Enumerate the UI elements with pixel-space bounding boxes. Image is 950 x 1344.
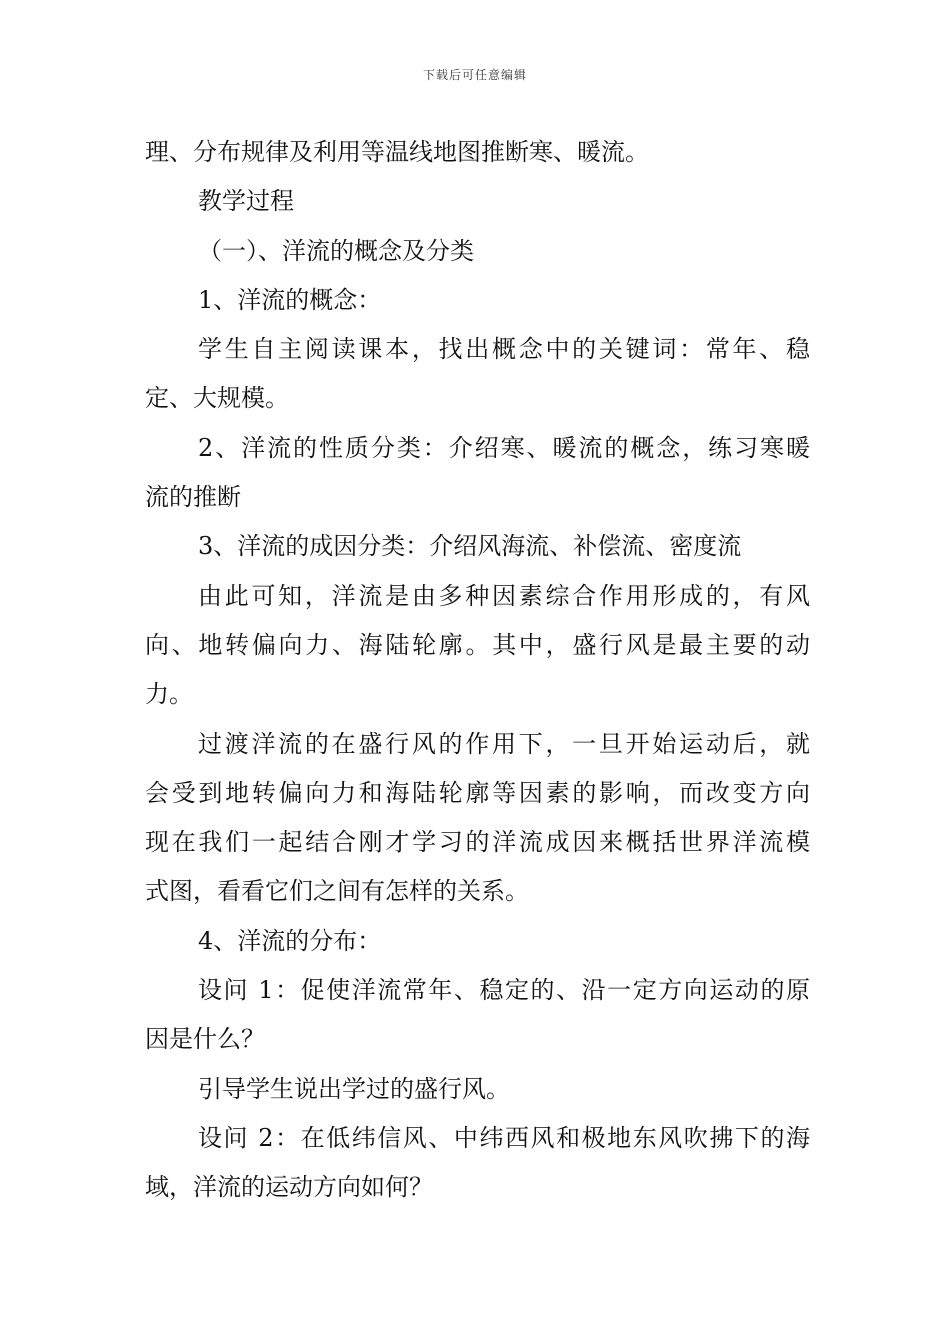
- text-line: 理、分布规律及利用等温线地图推断寒、暖流。: [145, 138, 649, 166]
- paragraph-line: 向、地转偏向力、海陆轮廓。其中，盛行风是最主要的动: [145, 630, 810, 659]
- paragraph-line: 3、洋流的成因分类：介绍风海流、补偿流、密度流: [198, 532, 742, 561]
- paragraph-line: 会受到地转偏向力和海陆轮廓等因素的影响，而改变方向: [145, 778, 810, 807]
- paragraph-line: 引导学生说出学过的盛行风。: [198, 1074, 510, 1103]
- paragraph-line: 设问 2：在低纬信风、中纬西风和极地东风吹拂下的海: [198, 1123, 810, 1152]
- paragraph-line: 流的推断: [145, 483, 241, 512]
- item-heading: 4、洋流的分布：: [198, 926, 382, 955]
- subsection-heading: （一）、洋流的概念及分类: [198, 236, 474, 265]
- document-body: [145, 128, 810, 1213]
- section-heading: 教学过程: [198, 187, 294, 216]
- paragraph-line: 力。: [145, 680, 193, 709]
- item-heading: 1、洋流的概念：: [198, 285, 382, 314]
- page-header: 下载后可任意编辑: [422, 68, 527, 82]
- paragraph-line: 设问 1：促使洋流常年、稳定的、沿一定方向运动的原: [198, 976, 810, 1005]
- paragraph-line: 过渡洋流的在盛行风的作用下，一旦开始运动后，就: [198, 729, 810, 758]
- paragraph-line: 域，洋流的运动方向如何？: [145, 1173, 433, 1202]
- paragraph-line: 式图，看看它们之间有怎样的关系。: [145, 877, 529, 906]
- paragraph-line: 由此可知，洋流是由多种因素综合作用形成的，有风: [198, 581, 810, 610]
- paragraph-line: 学生自主阅读课本，找出概念中的关键词：常年、稳: [198, 335, 810, 364]
- paragraph-line: 因是什么？: [145, 1025, 265, 1054]
- paragraph-line: 2、洋流的性质分类：介绍寒、暖流的概念，练习寒暖: [198, 433, 810, 462]
- paragraph-line: 定、大规模。: [145, 384, 289, 413]
- paragraph-line: 现在我们一起结合刚才学习的洋流成因来概括世界洋流模: [145, 828, 810, 857]
